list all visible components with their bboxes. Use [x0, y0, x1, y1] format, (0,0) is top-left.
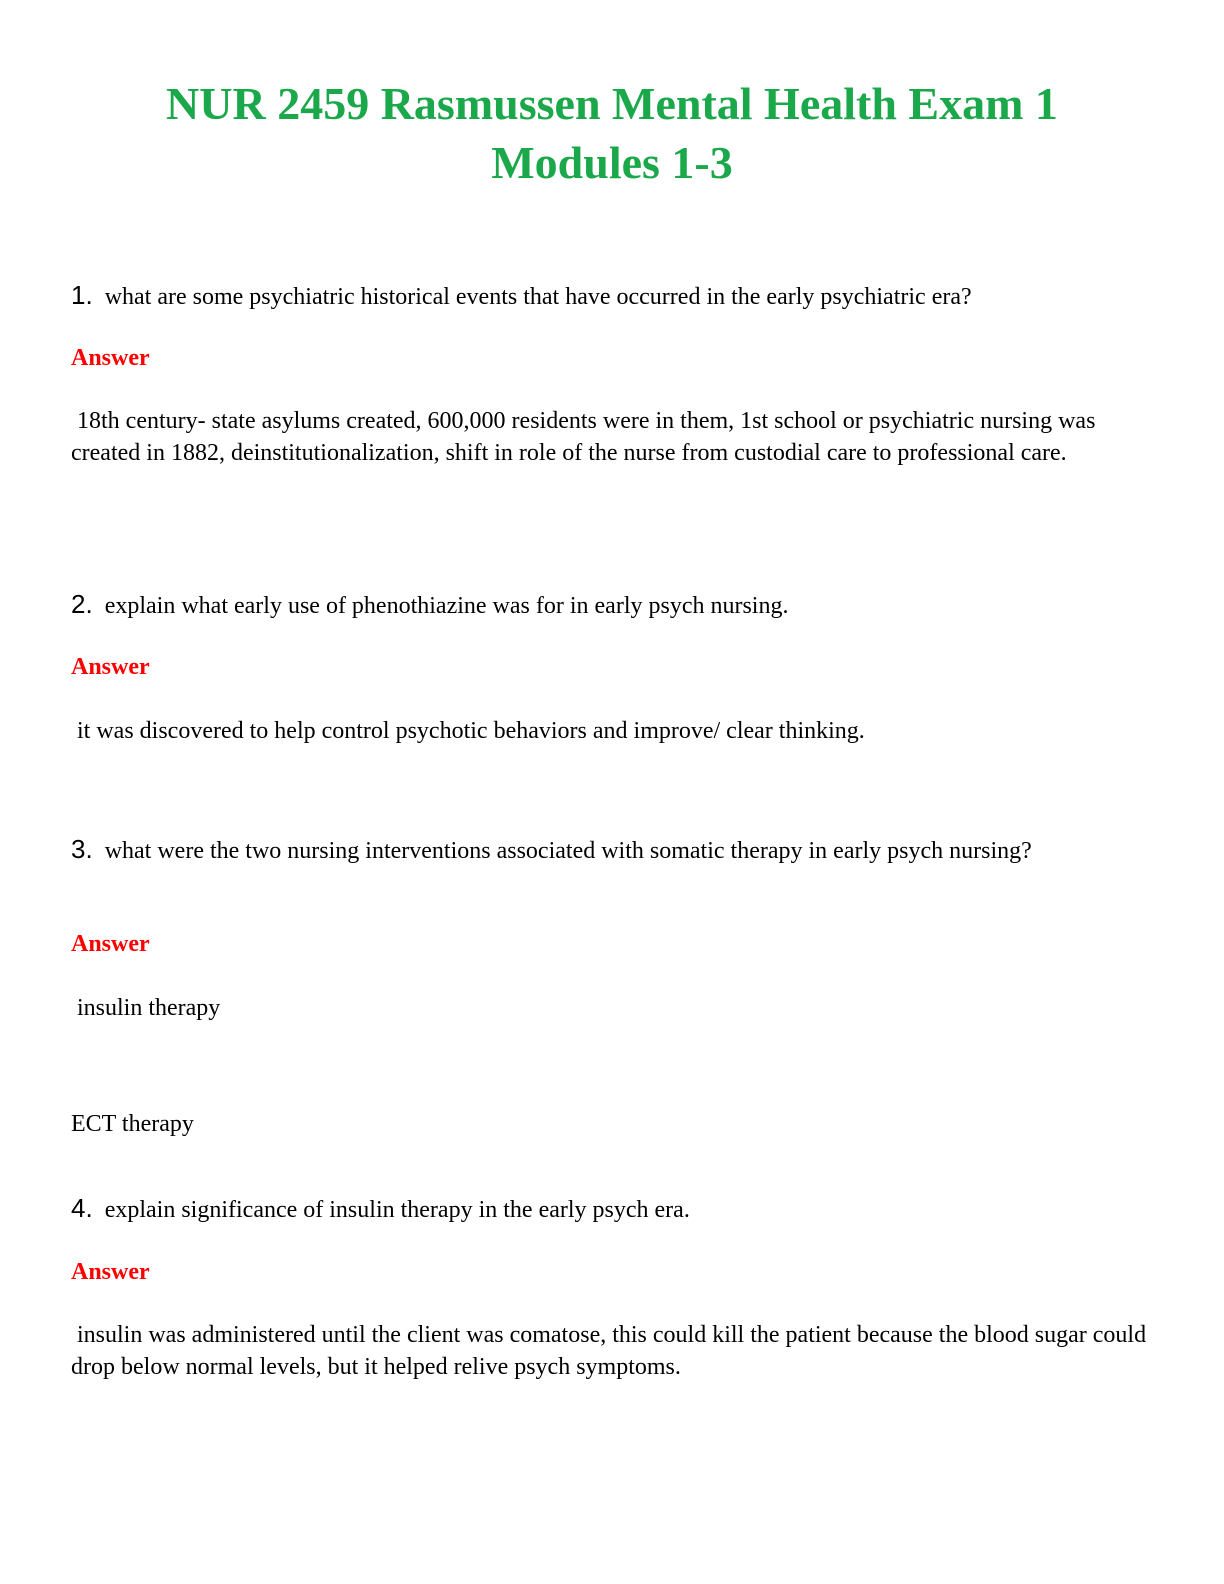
- question-text: explain what early use of phenothiazine was for in early psych nursing.: [104, 593, 789, 619]
- answer-text-extra: ECT therapy: [71, 1111, 194, 1137]
- question-number: 4.: [71, 1193, 93, 1223]
- page-title-line-2: Modules 1-3: [491, 137, 733, 188]
- question-text: explain significance of insulin therapy in the early psych era.: [104, 1197, 690, 1223]
- question-text: what are some psychiatric historical events that have occurred in the early psychiatric era?: [104, 284, 972, 310]
- answer-label: Answer: [71, 1259, 150, 1285]
- answer-text: insulin therapy: [71, 995, 221, 1021]
- answer-label: Answer: [71, 345, 150, 371]
- question-number: 1.: [71, 280, 93, 310]
- question-1: [71, 280, 1161, 313]
- question-4: [71, 1193, 1161, 1226]
- question-text: what were the two nursing interventions associated with somatic therapy in early psych nursing?: [104, 838, 1032, 864]
- answer-text: it was discovered to help control psychotic behaviors and improve/ clear thinking.: [71, 718, 865, 744]
- answer-label: Answer: [71, 931, 150, 957]
- question-2: [71, 589, 1161, 622]
- page-title: [0, 74, 1224, 192]
- answer-text: 18th century- state asylums created, 600,000 residents were in them, 1st school or psychiatric nursing was created in 1882, deinstitutionalization, shift in role of the nurse from custodial care to professional care.: [71, 408, 1102, 466]
- answer-label: Answer: [71, 654, 150, 680]
- page-title-line-1: NUR 2459 Rasmussen Mental Health Exam 1: [166, 78, 1058, 129]
- question-3: [71, 834, 1161, 867]
- question-number: 3.: [71, 834, 93, 864]
- answer-text: insulin was administered until the client was comatose, this could kill the patient because the blood sugar could drop below normal levels, but it helped relive psych symptoms.: [71, 1322, 1153, 1380]
- question-number: 2.: [71, 589, 93, 619]
